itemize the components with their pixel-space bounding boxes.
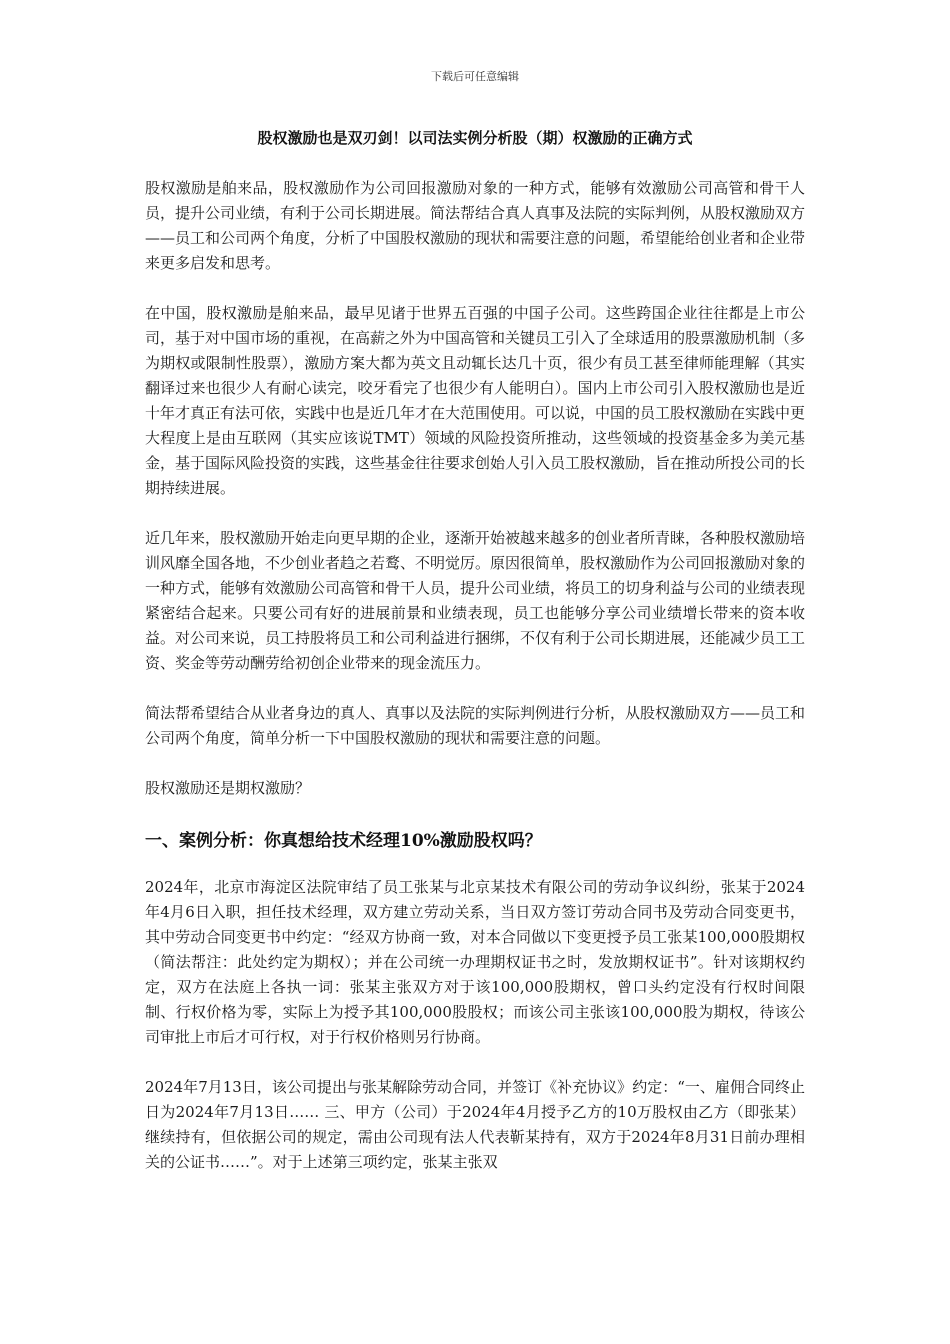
- body-paragraph: 近几年来，股权激励开始走向更早期的企业，逐渐开始被越来越多的创业者所青睐，各种股权激励培训风靡全国各地，不少创业者趋之若鹜、不明觉厉。原因很简单，股权激励作为公司回报激励对象的一种方式，能够有效激励公司高管和骨干人员，提升公司业绩，将员工的切身利益与公司的业绩表现紧密结合起来。只要公司有好的进展前景和业绩表现，员工也能够分享公司业绩增长带来的资本收益。对公司来说，员工持股将员工和公司利益进行捆绑，不仅有利于公司长期进展，还能减少员工工资、奖金等劳动酬劳给初创企业带来的现金流压力。: [145, 529, 806, 672]
- document-body: [145, 176, 805, 1200]
- document-title: 股权激励也是双刃剑！以司法实例分析股（期）权激励的正确方式: [257, 129, 693, 147]
- intro-paragraph: 股权激励是舶来品，股权激励作为公司回报激励对象的一种方式，能够有效激励公司高管和骨干人员，提升公司业绩，有利于公司长期进展。简法帮结合真人真事及法院的实际判例，从股权激励双方——员工和公司两个角度，分析了中国股权激励的现状和需要注意的问题，希望能给创业者和企业带来更多启发和思考。: [145, 179, 806, 272]
- case-paragraph: 2024年7月13日，该公司提出与张某解除劳动合同，并签订《补充协议》约定：“一、雇佣合同终止日为2024年7月13日…… 三、甲方（公司）于2024年4月授予乙方的10万股权由乙方（即张某）继续持有，但依据公司的规定，需由公司现有法人代表靳某持有，双方于2024年8月31日前办理相关的公证书……”。对于上述第三项约定，张某主张双: [145, 1078, 805, 1171]
- section-heading: 一、案例分析：你真想给技术经理10%激励股权吗？: [145, 831, 542, 851]
- header-note: 下载后可任意编辑: [431, 70, 519, 83]
- subheading-paragraph: 股权激励还是期权激励？: [145, 779, 311, 797]
- case-paragraph: 2024年，北京市海淀区法院审结了员工张某与北京某技术有限公司的劳动争议纠纷，张某于2024年4月6日入职，担任技术经理，双方建立劳动关系，当日双方签订劳动合同书及劳动合同变更书，其中劳动合同变更书中约定：“经双方协商一致，对本合同做以下变更授予员工张某100,000股期权（简法帮注：此处约定为期权）；并在公司统一办理期权证书之时，发放期权证书”。针对该期权约定，双方在法庭上各执一词：张某主张双方对于该100,000股期权，曾口头约定没有行权时间限制、行权价格为零，实际上为授予其100,000股股权；而该公司主张该100,000股为期权，待该公司审批上市后才可行权，对于行权价格则另行协商。: [145, 878, 805, 1046]
- body-paragraph: 简法帮希望结合从业者身边的真人、真事以及法院的实际判例进行分析，从股权激励双方——员工和公司两个角度，简单分析一下中国股权激励的现状和需要注意的问题。: [145, 704, 806, 747]
- body-paragraph: 在中国，股权激励是舶来品，最早见诸于世界五百强的中国子公司。这些跨国企业往往都是上市公司，基于对中国市场的重视，在高薪之外为中国高管和关键员工引入了全球适用的股票激励机制（多为期权或限制性股票），激励方案大都为英文且动辄长达几十页，很少有员工甚至律师能理解（其实翻译过来也很少人有耐心读完，咬牙看完了也很少有人能明白）。国内上市公司引入股权激励也是近十年才真正有法可依，实践中也是近几年才在大范围使用。可以说，中国的员工股权激励在实践中更大程度上是由互联网（其实应该说TMT）领域的风险投资所推动，这些领域的投资基金多为美元基金，基于国际风险投资的实践，这些基金往往要求创始人引入员工股权激励，旨在推动所投公司的长期持续进展。: [145, 304, 806, 497]
